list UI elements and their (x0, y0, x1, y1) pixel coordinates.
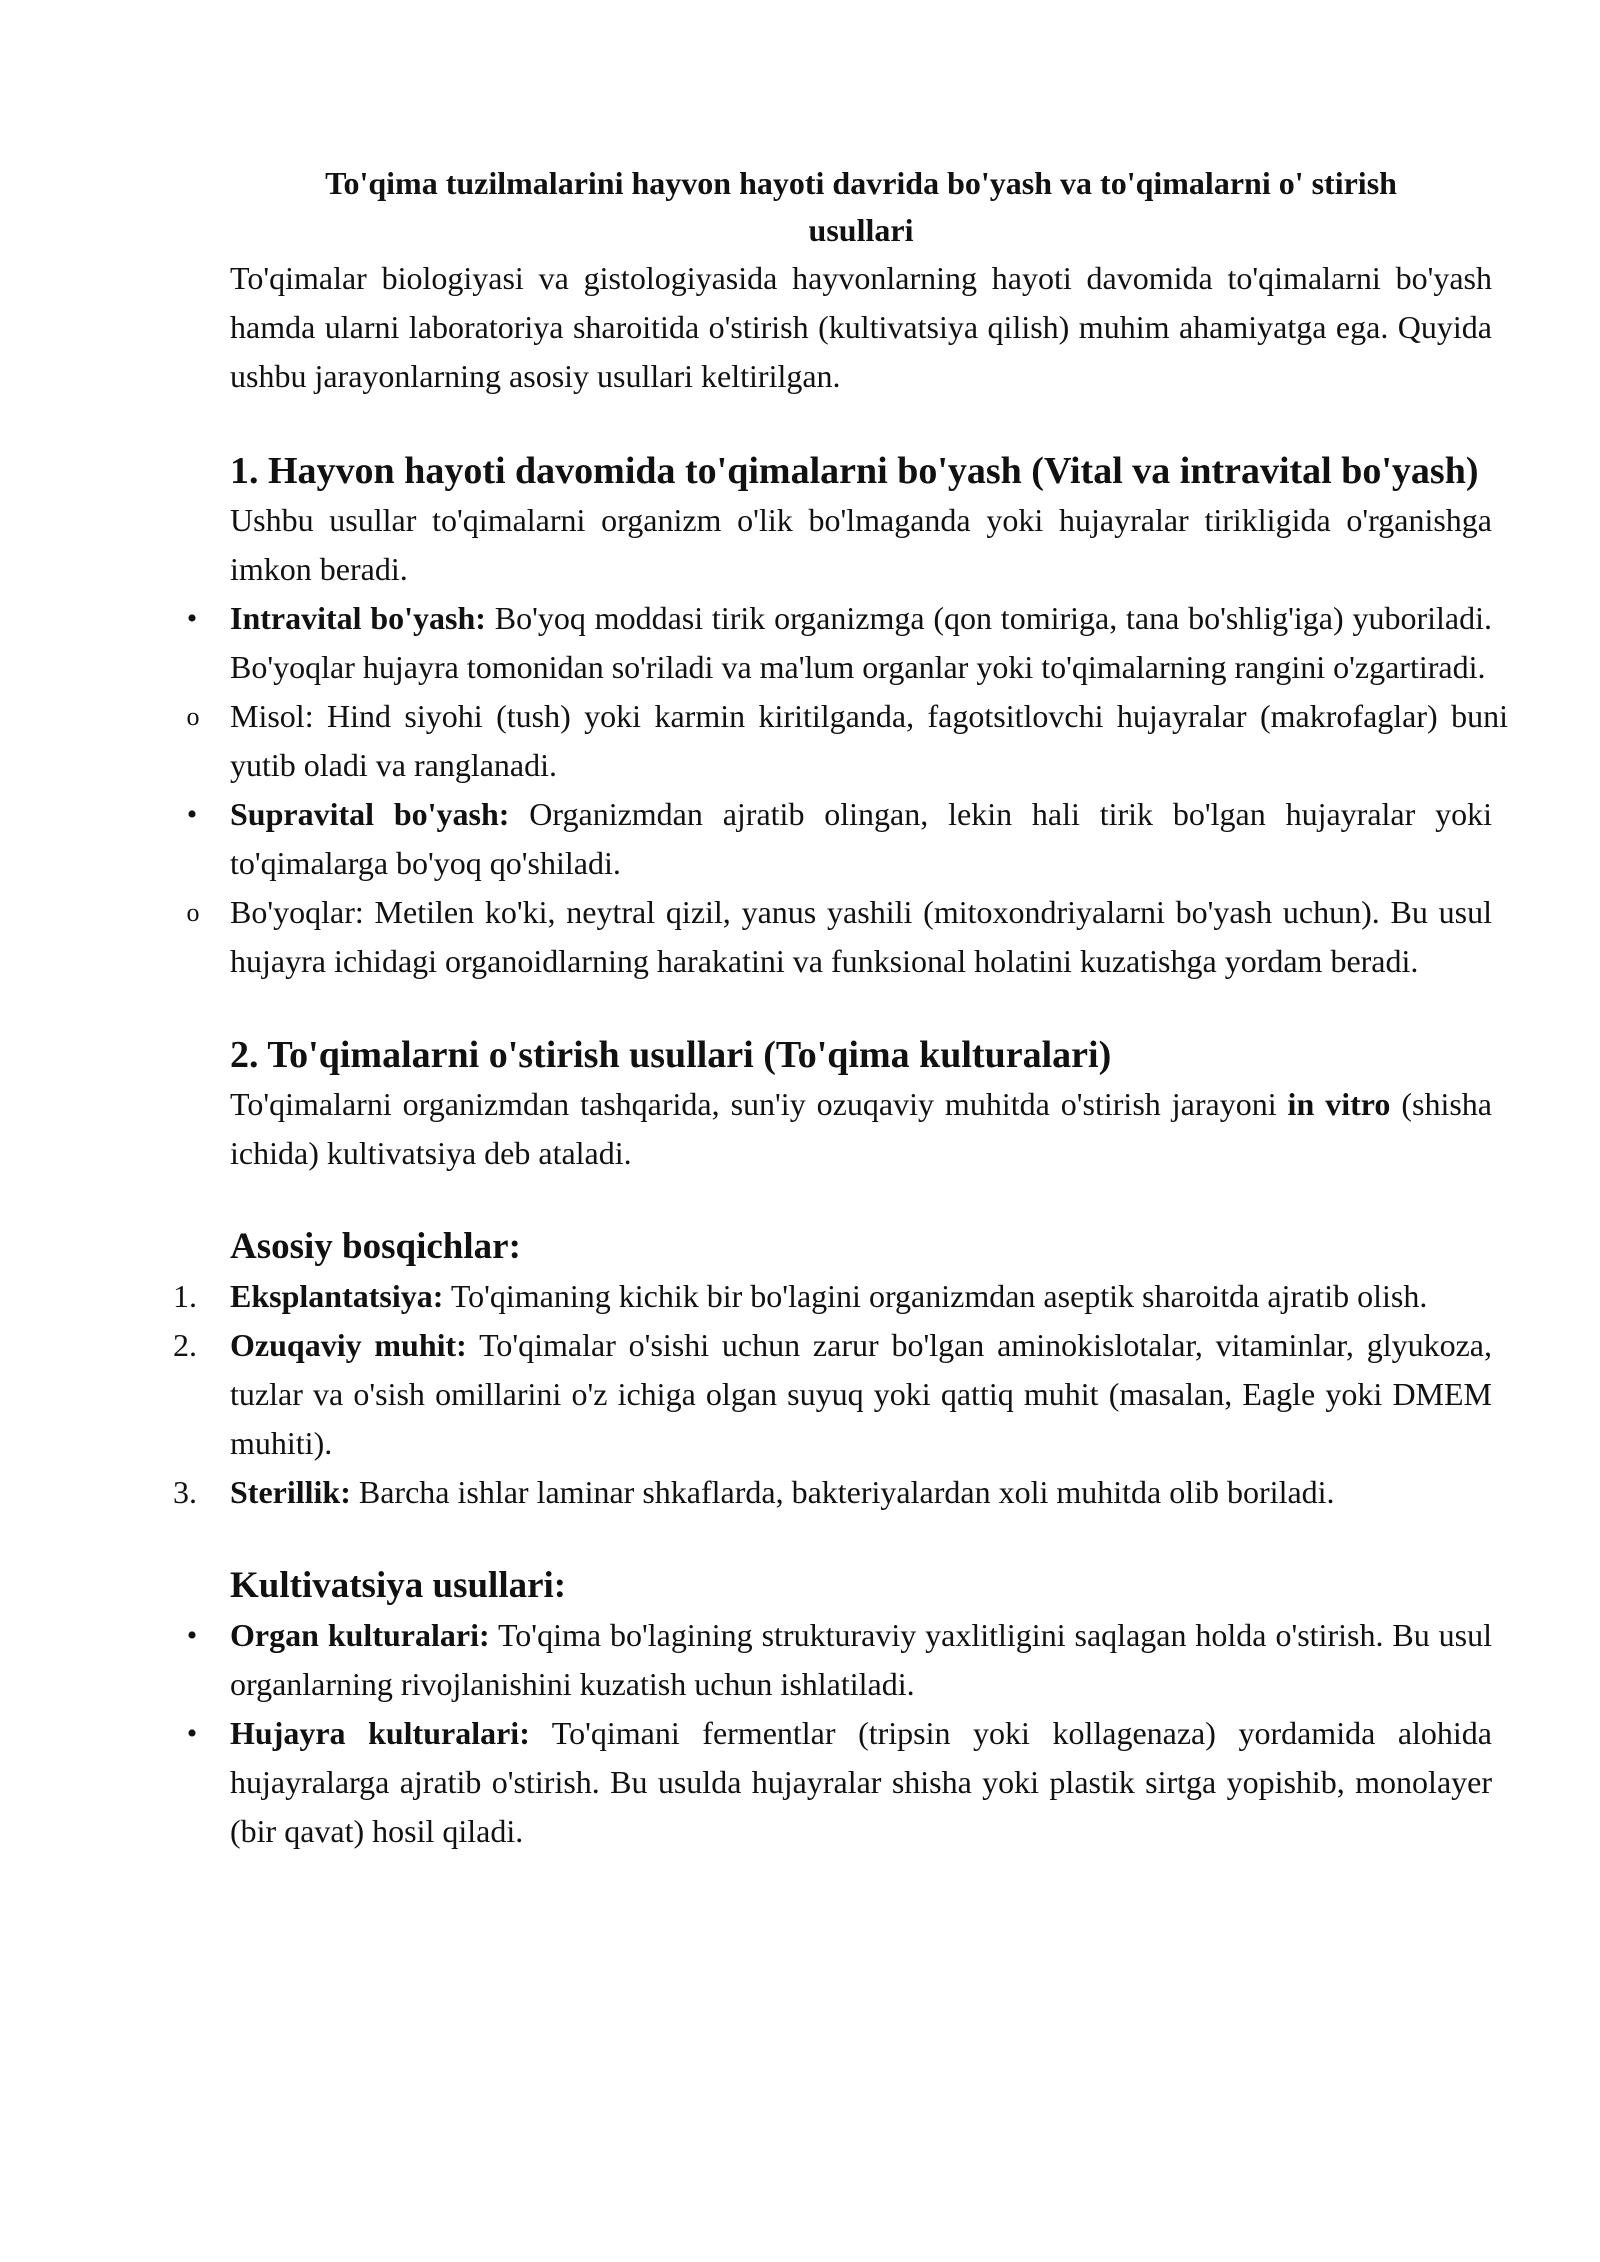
list-item (186, 1709, 1493, 1856)
item-term: Organ kulturalari: (230, 1617, 490, 1653)
bullet-marker: • (186, 1717, 198, 1750)
section1-intro: Ushbu usullar to'qimalarni organizm o'lik bo'lmaganda yoki hujayralar tirikligida o'rganishga imkon beradi. (230, 502, 1492, 587)
list-item (186, 594, 1493, 692)
bullet-marker: • (186, 1619, 198, 1652)
list-item (173, 1468, 1492, 1517)
list-item (186, 790, 1493, 888)
methods-heading: Kultivatsiya usullari: (230, 1565, 567, 1606)
number-marker: 2. (173, 1327, 197, 1363)
item-text: Bo'yoqlar: Metilen ko'ki, neytral qizil, yanus yashili (mitoxondriyalarni bo'yash uchun). Bu usul hujayra ichidagi organoidlarning harakatini va funksional holatini kuzatishga yordam beradi. (230, 894, 1492, 979)
item-text: Misol: Hind siyohi (tush) yoki karmin kiritilganda, fagotsitlovchi hujayralar (makrofaglar) buni yutib oladi va ranglanadi. (230, 698, 1508, 783)
item-text: Organizmdan ajratib olingan, lekin hali tirik bo'lgan hujayralar yoki to'qimalarga bo'yoq qo'shiladi. (230, 796, 1493, 881)
number-marker: 3. (173, 1474, 197, 1510)
sub-bullet-marker: o (186, 898, 200, 927)
intro-text-end: (shisha ichida) kultivatsiya deb ataladi. (230, 1086, 1492, 1171)
item-term: Sterillik: (230, 1474, 351, 1510)
item-text: To'qimani fermentlar (tripsin yoki kollagenaza) yordamida alohida hujayralarga ajratib o'stirish. Bu usulda hujayralar shisha yoki plastik sirtga yopishib, monolayer (bir qavat) hosil qiladi. (230, 1715, 1493, 1849)
bullet-marker: • (186, 798, 198, 831)
item-text: Bo'yoq moddasi tirik organizmga (qon tomiriga, tana bo'shlig'iga) yuboriladi. Bo'yoqlar hujayra tomonidan so'riladi va ma'lum organlar yoki to'qimalarning rangini o'zgartiradi. (230, 600, 1493, 685)
section1-list (186, 594, 1508, 986)
intro-text: To'qimalarni organizmdan tashqarida, sun'iy ozuqaviy muhitda o'stirish jarayoni (230, 1086, 1288, 1122)
list-item (173, 1321, 1493, 1468)
intro-paragraph: To'qimalar biologiyasi va gistologiyasida hayvonlarning hayoti davomida to'qimalarni bo'yash hamda ularni laboratoriya sharoitida o'stirish (kultivatsiya qilish) muhim ahamiyatga ega. Quyida ushbu jarayonlarning asosiy usullari keltirilgan. (230, 260, 1492, 394)
item-term: Intravital bo'yash: (230, 600, 486, 636)
item-term: Hujayra kulturalari: (230, 1715, 530, 1751)
intro-bold-term: in vitro (1287, 1086, 1391, 1122)
section2-heading: 2. To'qimalarni o'stirish usullari (To'qima kulturalari) (230, 1034, 1112, 1076)
list-item (186, 1611, 1493, 1709)
item-term: Eksplantatsiya: (230, 1278, 444, 1314)
stages-list (173, 1272, 1493, 1517)
list-item (186, 692, 1508, 790)
section2-intro (230, 1080, 1492, 1178)
item-text: To'qima bo'lagining strukturaviy yaxlitligini saqlagan holda o'stirish. Bu usul organlarning rivojlanishini kuzatish uchun ishlatiladi. (230, 1617, 1493, 1702)
item-text: To'qimalar o'sishi uchun zarur bo'lgan aminokislotalar, vitaminlar, glyukoza, tuzlar va o'sish omillarini o'z ichiga olgan suyuq yoki qattiq muhit (masalan, Eagle yoki DMEM muhiti). (230, 1327, 1493, 1461)
document-body (173, 160, 1508, 1856)
bullet-marker: • (186, 602, 198, 635)
stages-heading: Asosiy bosqichlar: (230, 1226, 521, 1267)
sub-bullet-marker: o (186, 702, 200, 731)
methods-list (186, 1611, 1493, 1856)
document-title: To'qima tuzilmalarini hayvon hayoti davrida bo'yash va to'qimalarni o' stirish usullari (325, 165, 1397, 248)
item-term: Ozuqaviy muhit: (230, 1327, 467, 1363)
list-item (186, 888, 1492, 986)
item-text: Barcha ishlar laminar shkaflarda, bakteriyalardan xoli muhitda olib boriladi. (350, 1474, 1335, 1510)
number-marker: 1. (173, 1278, 197, 1314)
section1-heading: 1. Hayvon hayoti davomida to'qimalarni bo'yash (Vital va intravital bo'yash) (230, 450, 1479, 492)
item-term: Supravital bo'yash: (230, 796, 510, 832)
list-item (173, 1272, 1492, 1321)
item-text: To'qimaning kichik bir bo'lagini organizmdan aseptik sharoitda ajratib olish. (443, 1278, 1428, 1314)
